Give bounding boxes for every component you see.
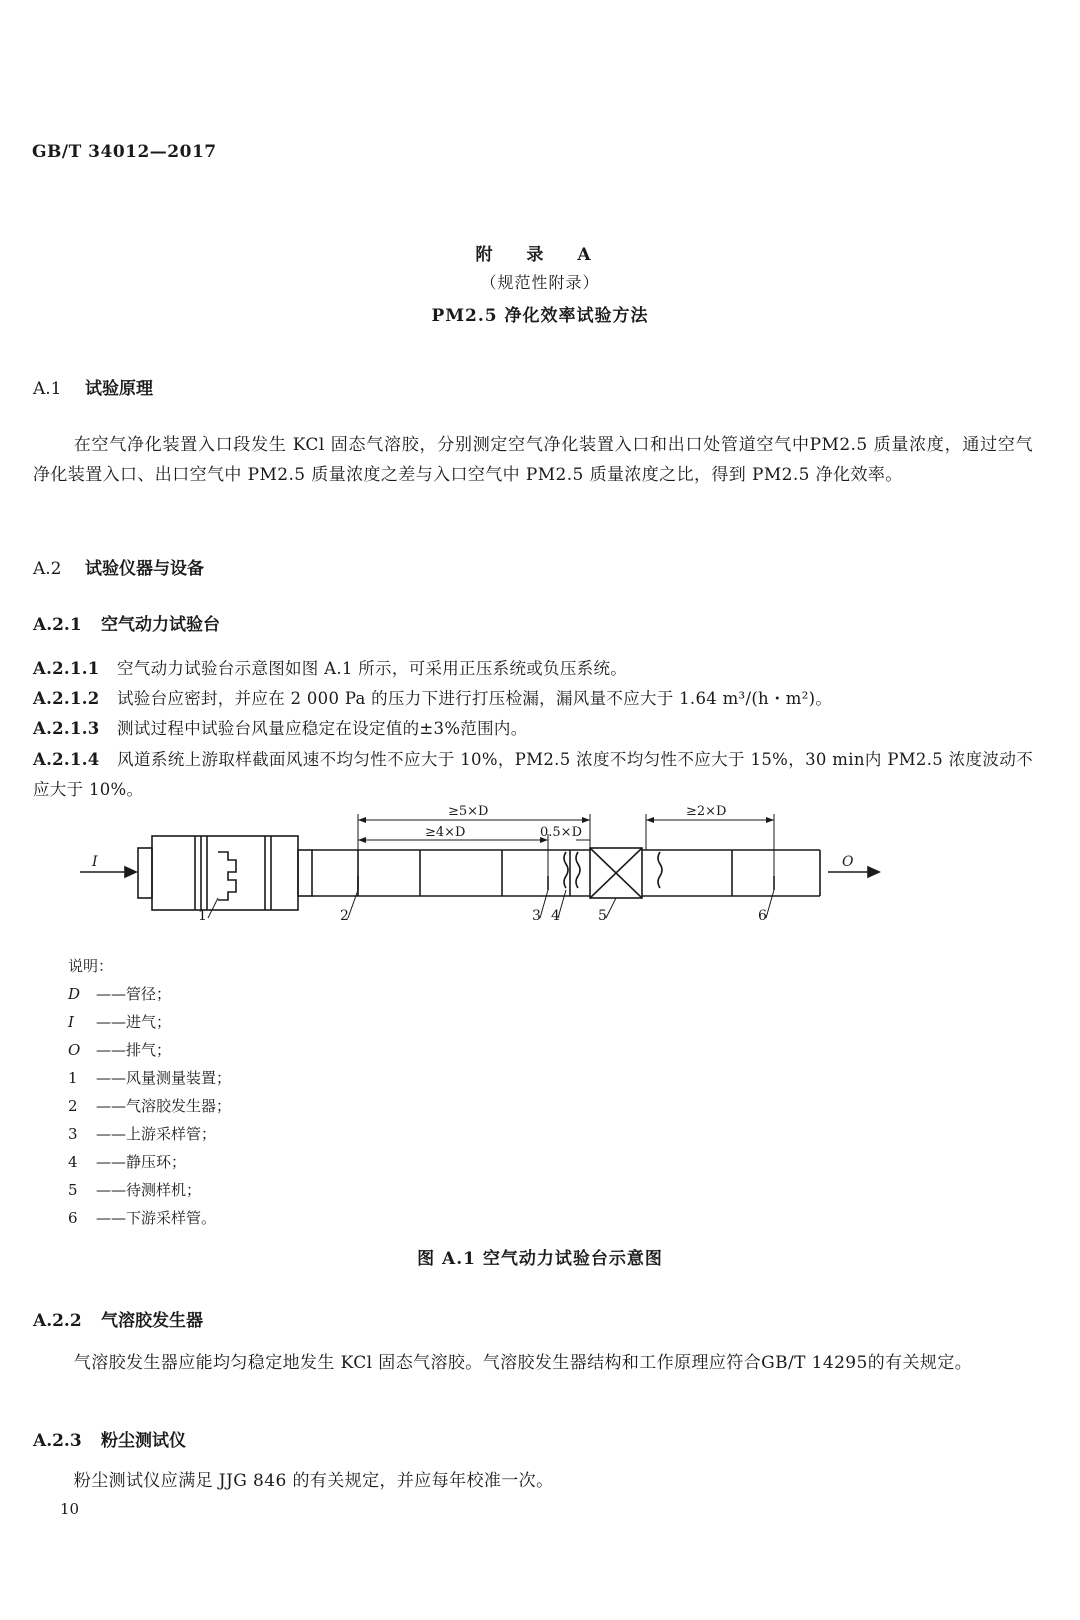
legend-item: I ——进气；	[68, 1013, 172, 1031]
legend-item: 6 ——下游采样管。	[68, 1209, 217, 1227]
clause-a212	[33, 685, 832, 709]
section-number: A.2.2	[33, 1311, 82, 1331]
callout-2: 2	[340, 908, 349, 924]
legend-item: 1 ——风量测量装置；	[68, 1069, 232, 1087]
callout-5: 5	[598, 908, 607, 924]
inlet-label: I	[92, 854, 98, 870]
clause-text: 测试过程中试验台风量应稳定在设定值的±3%范围内。	[117, 719, 528, 738]
clause-number: A.2.1.3	[33, 719, 100, 738]
static-pressure-ring	[564, 852, 568, 888]
section-title: 试验仪器与设备	[85, 559, 204, 579]
figure-caption: 图 A.1 空气动力试验台示意图	[417, 1249, 663, 1269]
page-number: 10	[60, 1500, 80, 1518]
section-title: 粉尘测试仪	[101, 1431, 186, 1451]
section-a21-heading	[33, 610, 220, 635]
section-title: 空气动力试验台	[101, 615, 220, 635]
clause-a213	[33, 715, 528, 739]
dim-label-05d: 0.5×D	[540, 825, 582, 840]
section-a23-paragraph	[33, 1466, 1033, 1496]
legend-item: 3 ——上游采样管；	[68, 1125, 217, 1143]
callout-1: 1	[198, 908, 207, 924]
legend-title: 说明：	[68, 957, 114, 975]
paragraph-text: 粉尘测试仪应满足 JJG 846 的有关规定，并应每年校准一次。	[73, 1471, 554, 1491]
dim-label-2d: ≥2×D	[686, 804, 727, 819]
clause-text: 空气动力试验台示意图如图 A.1 所示，可采用正压系统或负压系统。	[117, 659, 628, 678]
section-title: 气溶胶发生器	[101, 1311, 203, 1331]
annex-name: PM2.5 净化效率试验方法	[431, 306, 649, 326]
inlet-arrowhead	[125, 867, 136, 877]
nozzle-shape	[218, 852, 236, 900]
section-a1-heading	[33, 374, 153, 399]
section-a23-heading	[33, 1426, 186, 1451]
test-bench-diagram	[0, 800, 1080, 950]
dim-label-5d: ≥5×D	[448, 804, 489, 819]
paragraph-text: 气溶胶发生器应能均匀稳定地发生 KCl 固态气溶胶。气溶胶发生器结构和工作原理应符合GB/T 14295的有关规定。	[73, 1353, 973, 1373]
section-title: 试验原理	[85, 379, 153, 399]
standard-code: GB/T 34012—2017	[32, 142, 217, 162]
callout-3: 3	[532, 908, 541, 924]
section-a2-heading	[33, 554, 204, 579]
legend-item: 4 ——静压环；	[68, 1153, 187, 1171]
clause-number: A.2.1.4	[33, 750, 100, 769]
clause-number: A.2.1.1	[33, 659, 100, 678]
device-1-flange-right	[298, 850, 312, 896]
section-number: A.2.1	[33, 615, 82, 635]
clause-a214	[33, 745, 1033, 805]
section-number: A.2.3	[33, 1431, 82, 1451]
callout-6: 6	[758, 908, 767, 924]
legend-item: D ——管径；	[68, 985, 172, 1003]
legend-item: O ——排气；	[68, 1041, 172, 1059]
section-number: A.1	[33, 379, 62, 399]
device-1-flange-left	[138, 848, 152, 898]
device-1-body	[152, 836, 298, 910]
outlet-arrowhead	[868, 867, 879, 877]
section-a1-paragraph	[33, 430, 1033, 490]
callout-4: 4	[551, 908, 560, 924]
clause-text: 试验台应密封，并应在 2 000 Pa 的压力下进行打压检漏，漏风量不应大于 1.64 m³/(h・m²)。	[117, 689, 833, 708]
clause-text: 风道系统上游取样截面风速不均匀性不应大于 10%，PM2.5 浓度不均匀性不应大于 15%，30 min内 PM2.5 浓度波动不应大于 10%。	[33, 750, 1033, 799]
outlet-label: O	[842, 854, 854, 870]
clause-number: A.2.1.2	[33, 689, 100, 708]
section-number: A.2	[33, 559, 62, 579]
dim-label-4d: ≥4×D	[425, 825, 466, 840]
legend-item: 5 ——待测样机；	[68, 1181, 202, 1199]
clause-a211	[33, 655, 627, 679]
section-a22-heading	[33, 1306, 203, 1331]
annex-subtitle: （规范性附录）	[480, 273, 600, 292]
annex-title: 附 录 A	[475, 245, 605, 265]
legend-item: 2 ——气溶胶发生器；	[68, 1097, 232, 1115]
paragraph-text: 在空气净化装置入口段发生 KCl 固态气溶胶，分别测定空气净化装置入口和出口处管道空气中PM2.5 质量浓度，通过空气净化装置入口、出口空气中 PM2.5 质量浓度之差与入口空气中 PM2.5 质量浓度之比，得到 PM2.5 净化效率。	[33, 435, 1033, 485]
section-a22-paragraph	[33, 1348, 1033, 1378]
